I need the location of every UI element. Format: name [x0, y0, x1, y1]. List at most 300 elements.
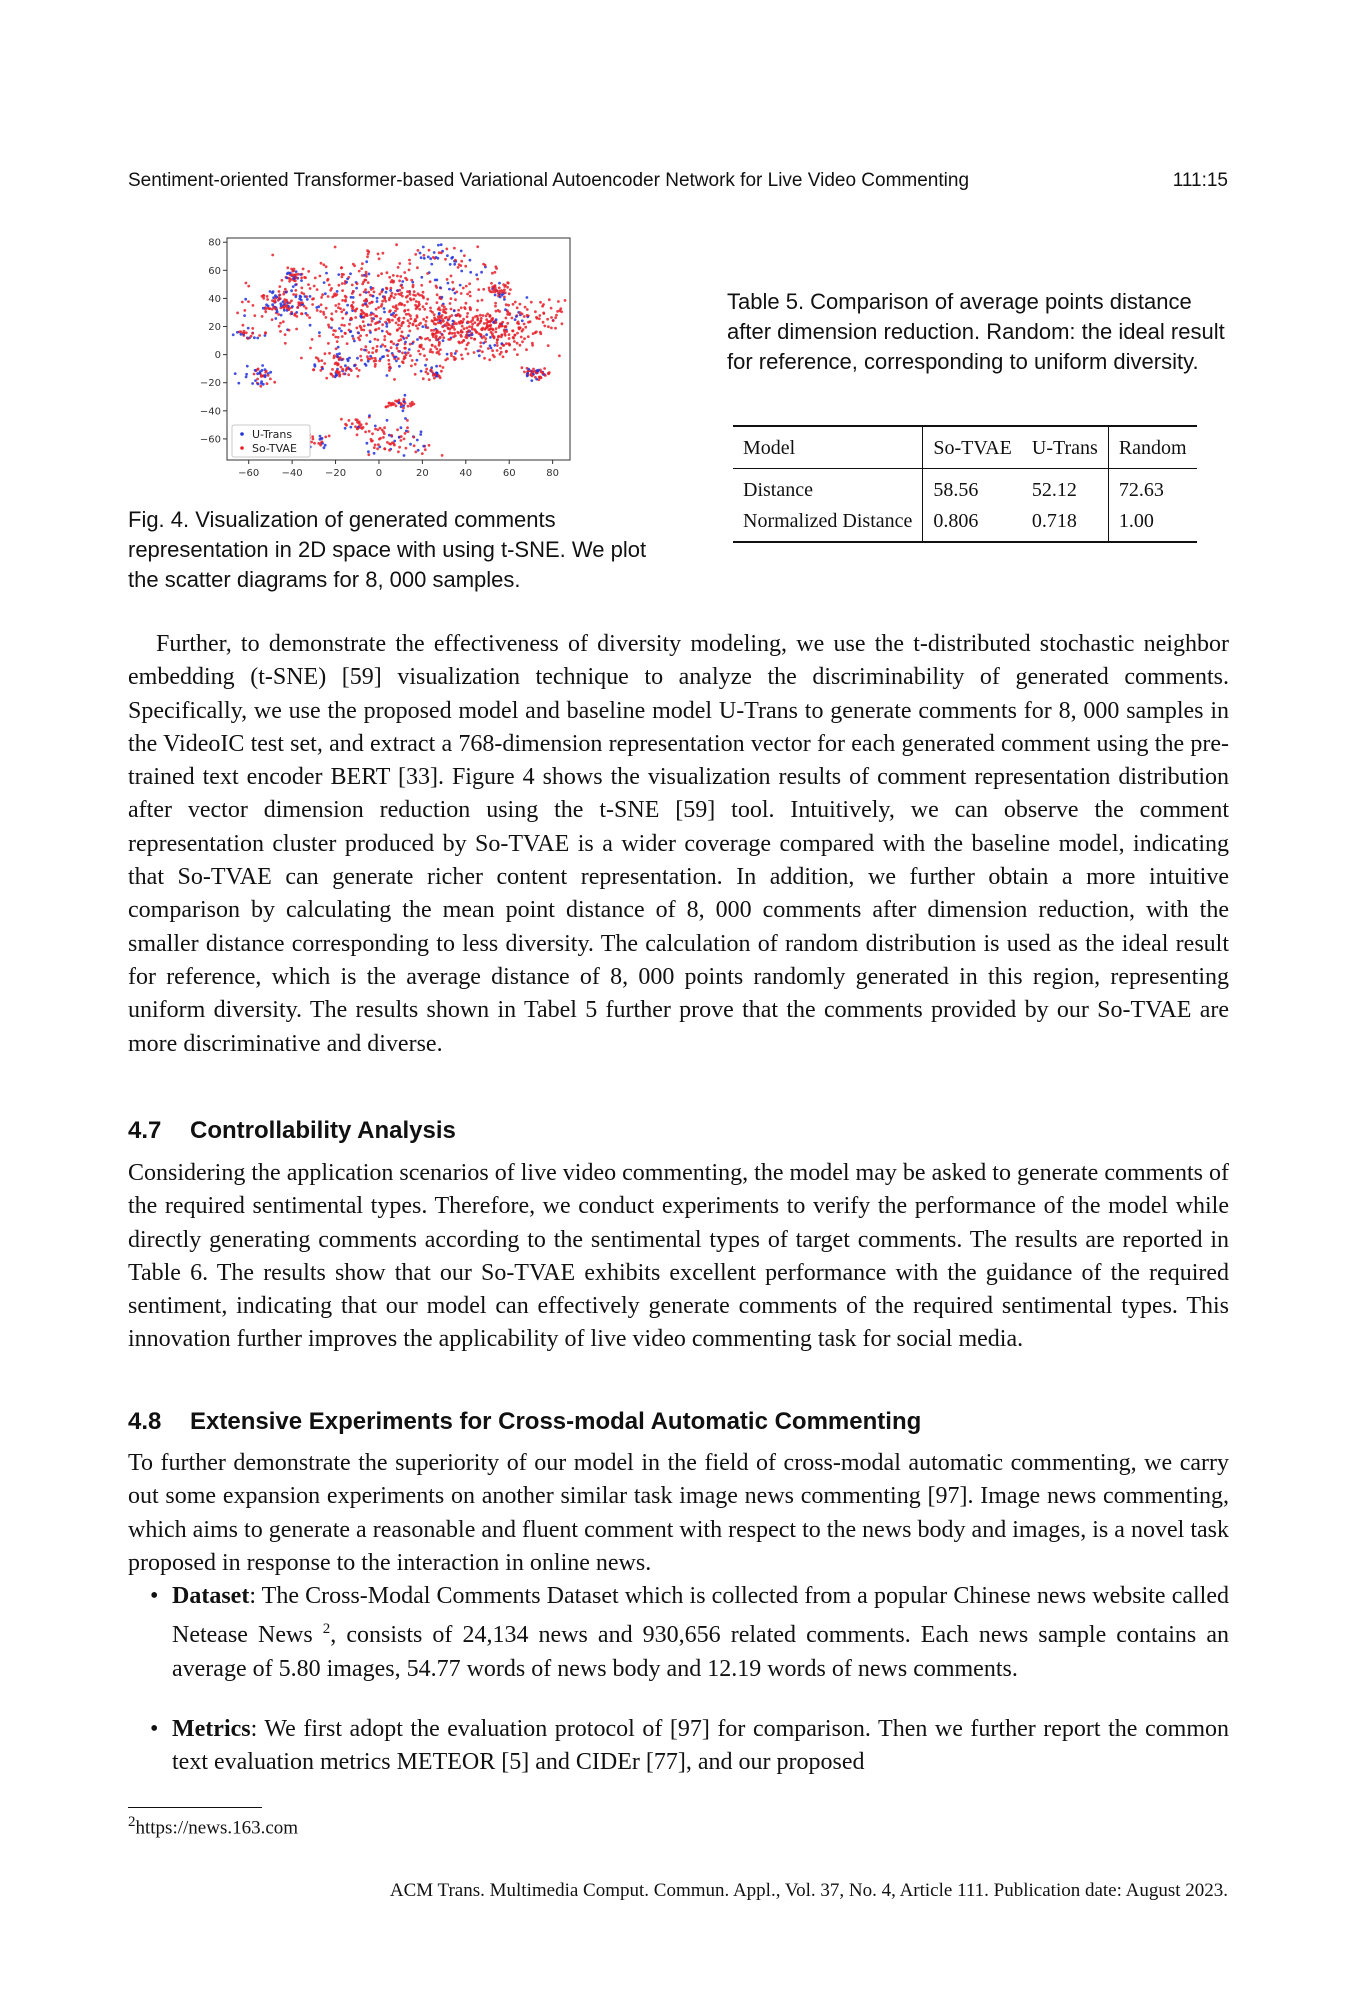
point-so-tvae — [273, 381, 276, 384]
point-so-tvae — [321, 293, 324, 296]
point-so-tvae — [450, 314, 453, 317]
point-so-tvae — [371, 320, 374, 323]
point-u-trans — [459, 284, 462, 287]
point-u-trans — [300, 279, 303, 282]
point-so-tvae — [334, 336, 337, 339]
point-so-tvae — [308, 316, 311, 319]
point-so-tvae — [356, 375, 359, 378]
point-so-tvae — [379, 317, 382, 320]
point-u-trans — [262, 307, 265, 310]
point-so-tvae — [397, 450, 400, 453]
point-so-tvae — [380, 272, 383, 275]
point-so-tvae — [418, 308, 421, 311]
point-so-tvae — [386, 287, 389, 290]
point-so-tvae — [383, 338, 386, 341]
point-so-tvae — [494, 331, 497, 334]
point-u-trans — [383, 307, 386, 310]
point-so-tvae — [382, 430, 385, 433]
x-tick-label: −40 — [281, 468, 303, 479]
point-so-tvae — [354, 310, 357, 313]
point-u-trans — [420, 256, 423, 259]
point-so-tvae — [395, 322, 398, 325]
point-so-tvae — [432, 256, 435, 259]
point-so-tvae — [361, 304, 364, 307]
point-so-tvae — [344, 332, 347, 335]
point-so-tvae — [410, 317, 413, 320]
point-so-tvae — [441, 325, 444, 328]
point-u-trans — [433, 251, 436, 254]
point-so-tvae — [312, 368, 315, 371]
point-so-tvae — [269, 307, 272, 310]
point-u-trans — [385, 325, 388, 328]
point-u-trans — [245, 373, 248, 376]
point-so-tvae — [377, 443, 380, 446]
point-so-tvae — [288, 277, 291, 280]
point-so-tvae — [512, 330, 515, 333]
tsne-scatter-plot — [190, 228, 610, 498]
point-so-tvae — [328, 326, 331, 329]
point-so-tvae — [369, 358, 372, 361]
point-so-tvae — [356, 433, 359, 436]
point-so-tvae — [498, 310, 501, 313]
bullet-text: : We first adopt the evaluation protocol of [97] for comparison. Then we further report the common text evaluation metrics METEOR [5] and CIDEr [77], and our proposed — [172, 1716, 1229, 1776]
point-so-tvae — [387, 332, 390, 335]
point-so-tvae — [535, 330, 538, 333]
point-u-trans — [490, 347, 493, 350]
point-so-tvae — [278, 325, 281, 328]
point-so-tvae — [328, 435, 331, 438]
cell-value: 52.12 — [1031, 479, 1077, 501]
point-so-tvae — [279, 294, 282, 297]
point-so-tvae — [500, 325, 503, 328]
point-u-trans — [420, 370, 423, 373]
point-so-tvae — [457, 266, 460, 269]
point-u-trans — [401, 280, 404, 283]
point-so-tvae — [404, 309, 407, 312]
point-so-tvae — [415, 300, 418, 303]
point-so-tvae — [462, 339, 465, 342]
point-so-tvae — [360, 328, 363, 331]
point-so-tvae — [391, 279, 394, 282]
point-so-tvae — [359, 294, 362, 297]
point-so-tvae — [460, 292, 463, 295]
point-so-tvae — [338, 303, 341, 306]
point-so-tvae — [313, 285, 316, 288]
legend-label-u-trans: U-Trans — [252, 428, 293, 441]
point-u-trans — [480, 271, 483, 274]
point-u-trans — [346, 278, 349, 281]
point-u-trans — [440, 243, 443, 246]
point-u-trans — [348, 367, 351, 370]
point-so-tvae — [389, 309, 392, 312]
point-so-tvae — [520, 336, 523, 339]
point-so-tvae — [507, 304, 510, 307]
section-heading-4-7 — [128, 1117, 1228, 1145]
point-so-tvae — [383, 426, 386, 429]
legend — [232, 425, 310, 457]
point-so-tvae — [332, 333, 335, 336]
point-u-trans — [304, 295, 307, 298]
point-so-tvae — [535, 316, 538, 319]
point-so-tvae — [279, 330, 282, 333]
point-so-tvae — [413, 403, 416, 406]
point-so-tvae — [266, 295, 269, 298]
point-so-tvae — [541, 305, 544, 308]
x-tick-label: 80 — [546, 468, 560, 479]
point-so-tvae — [406, 278, 409, 281]
point-so-tvae — [277, 313, 280, 316]
point-so-tvae — [320, 303, 323, 306]
point-so-tvae — [452, 287, 455, 290]
x-tick-label: −20 — [324, 468, 347, 479]
point-so-tvae — [392, 342, 395, 345]
point-so-tvae — [342, 273, 345, 276]
point-u-trans — [438, 312, 441, 315]
point-so-tvae — [307, 270, 310, 273]
point-so-tvae — [396, 347, 399, 350]
point-so-tvae — [396, 428, 399, 431]
point-so-tvae — [394, 306, 397, 309]
point-so-tvae — [311, 303, 314, 306]
row-label: Normalized Distance — [733, 506, 923, 542]
point-so-tvae — [506, 322, 509, 325]
point-u-trans — [446, 254, 449, 257]
point-so-tvae — [494, 305, 497, 308]
header-model: Model — [733, 426, 923, 469]
point-so-tvae — [503, 285, 506, 288]
point-so-tvae — [471, 328, 474, 331]
point-so-tvae — [317, 442, 320, 445]
point-so-tvae — [428, 249, 431, 252]
point-so-tvae — [543, 325, 546, 328]
point-so-tvae — [371, 351, 374, 354]
point-u-trans — [294, 283, 297, 286]
point-so-tvae — [253, 373, 256, 376]
point-so-tvae — [491, 317, 494, 320]
point-so-tvae — [359, 334, 362, 337]
point-so-tvae — [271, 299, 274, 302]
point-so-tvae — [548, 371, 551, 374]
point-so-tvae — [482, 263, 485, 266]
point-u-trans — [515, 315, 518, 318]
point-so-tvae — [526, 314, 529, 317]
point-so-tvae — [266, 382, 269, 385]
point-u-trans — [338, 327, 341, 330]
point-so-tvae — [262, 294, 265, 297]
point-u-trans — [245, 376, 248, 379]
point-so-tvae — [303, 276, 306, 279]
section-title: Controllability Analysis — [190, 1117, 456, 1144]
point-so-tvae — [392, 442, 395, 445]
point-so-tvae — [284, 333, 287, 336]
point-so-tvae — [468, 325, 471, 328]
point-so-tvae — [408, 269, 411, 272]
point-u-trans — [353, 340, 356, 343]
point-so-tvae — [476, 245, 479, 248]
point-so-tvae — [247, 300, 250, 303]
point-so-tvae — [521, 340, 524, 343]
point-u-trans — [349, 426, 352, 429]
point-so-tvae — [512, 303, 515, 306]
point-so-tvae — [328, 352, 331, 355]
point-so-tvae — [511, 317, 514, 320]
point-so-tvae — [293, 274, 296, 277]
point-so-tvae — [301, 312, 304, 315]
point-so-tvae — [548, 298, 551, 301]
point-so-tvae — [300, 276, 303, 279]
point-u-trans — [244, 298, 247, 301]
point-so-tvae — [407, 405, 410, 408]
point-so-tvae — [290, 299, 293, 302]
point-so-tvae — [294, 279, 297, 282]
point-so-tvae — [302, 268, 305, 271]
point-so-tvae — [284, 342, 287, 345]
point-so-tvae — [540, 370, 543, 373]
point-so-tvae — [407, 309, 410, 312]
point-so-tvae — [388, 366, 391, 369]
point-u-trans — [325, 272, 328, 275]
point-so-tvae — [483, 322, 486, 325]
point-so-tvae — [361, 262, 364, 265]
point-so-tvae — [495, 289, 498, 292]
point-so-tvae — [439, 336, 442, 339]
point-so-tvae — [406, 295, 409, 298]
point-u-trans — [452, 320, 455, 323]
point-so-tvae — [517, 321, 520, 324]
point-u-trans — [352, 296, 355, 299]
point-so-tvae — [437, 350, 440, 353]
point-u-trans — [494, 294, 497, 297]
point-u-trans — [237, 382, 240, 385]
point-so-tvae — [423, 254, 426, 257]
point-u-trans — [385, 291, 388, 294]
point-so-tvae — [367, 253, 370, 256]
point-u-trans — [336, 353, 339, 356]
section-number: 4.8 — [128, 1408, 162, 1435]
point-so-tvae — [337, 336, 340, 339]
point-u-trans — [345, 281, 348, 284]
point-so-tvae — [465, 285, 468, 288]
point-so-tvae — [403, 398, 406, 401]
point-so-tvae — [390, 340, 393, 343]
point-so-tvae — [444, 359, 447, 362]
point-so-tvae — [278, 285, 281, 288]
point-so-tvae — [509, 288, 512, 291]
point-u-trans — [283, 309, 286, 312]
point-so-tvae — [466, 315, 469, 318]
point-u-trans — [295, 270, 298, 273]
point-u-trans — [369, 331, 372, 334]
point-so-tvae — [355, 327, 358, 330]
point-so-tvae — [503, 289, 506, 292]
point-so-tvae — [404, 432, 407, 435]
point-so-tvae — [327, 342, 330, 345]
point-u-trans — [363, 274, 366, 277]
point-so-tvae — [423, 354, 426, 357]
point-so-tvae — [379, 427, 382, 430]
point-so-tvae — [335, 293, 338, 296]
point-so-tvae — [516, 306, 519, 309]
point-so-tvae — [361, 283, 364, 286]
point-u-trans — [264, 374, 267, 377]
point-u-trans — [367, 360, 370, 363]
cell-value: 0.806 — [923, 506, 1022, 542]
point-u-trans — [404, 394, 407, 397]
point-u-trans — [369, 355, 372, 358]
point-so-tvae — [382, 252, 385, 255]
footnote-rule — [128, 1807, 262, 1808]
point-so-tvae — [417, 304, 420, 307]
point-so-tvae — [429, 350, 432, 353]
point-u-trans — [251, 382, 254, 385]
point-so-tvae — [397, 350, 400, 353]
point-so-tvae — [422, 295, 425, 298]
point-u-trans — [435, 256, 438, 259]
point-u-trans — [240, 333, 243, 336]
point-so-tvae — [365, 271, 368, 274]
point-so-tvae — [416, 316, 419, 319]
point-so-tvae — [331, 368, 334, 371]
point-so-tvae — [369, 294, 372, 297]
point-so-tvae — [399, 338, 402, 341]
point-u-trans — [489, 336, 492, 339]
point-so-tvae — [506, 286, 509, 289]
point-so-tvae — [546, 318, 549, 321]
point-so-tvae — [406, 426, 409, 429]
point-so-tvae — [496, 341, 499, 344]
point-u-trans — [422, 246, 425, 249]
point-u-trans — [246, 365, 249, 368]
point-so-tvae — [476, 309, 479, 312]
point-u-trans — [386, 419, 389, 422]
point-u-trans — [253, 336, 256, 339]
point-so-tvae — [406, 300, 409, 303]
point-so-tvae — [406, 290, 409, 293]
point-so-tvae — [407, 325, 410, 328]
point-so-tvae — [264, 331, 267, 334]
point-so-tvae — [493, 285, 496, 288]
point-u-trans — [521, 319, 524, 322]
point-so-tvae — [492, 354, 495, 357]
point-u-trans — [364, 302, 367, 305]
point-so-tvae — [488, 315, 491, 318]
point-so-tvae — [320, 359, 323, 362]
point-so-tvae — [267, 374, 270, 377]
point-so-tvae — [342, 308, 345, 311]
point-u-trans — [514, 318, 517, 321]
point-u-trans — [402, 409, 405, 412]
point-so-tvae — [430, 329, 433, 332]
point-so-tvae — [431, 351, 434, 354]
point-so-tvae — [344, 300, 347, 303]
point-so-tvae — [245, 282, 248, 285]
point-so-tvae — [485, 322, 488, 325]
point-so-tvae — [429, 310, 432, 313]
running-header — [128, 170, 1228, 192]
point-so-tvae — [449, 331, 452, 334]
point-so-tvae — [454, 357, 457, 360]
point-so-tvae — [397, 357, 400, 360]
point-so-tvae — [401, 286, 404, 289]
point-so-tvae — [461, 322, 464, 325]
point-u-trans — [363, 349, 366, 352]
point-so-tvae — [470, 337, 473, 340]
point-so-tvae — [320, 262, 323, 265]
point-so-tvae — [461, 325, 464, 328]
point-so-tvae — [259, 385, 262, 388]
point-so-tvae — [436, 293, 439, 296]
point-so-tvae — [369, 323, 372, 326]
point-so-tvae — [498, 287, 501, 290]
point-u-trans — [537, 369, 540, 372]
point-u-trans — [407, 334, 410, 337]
point-so-tvae — [359, 325, 362, 328]
point-so-tvae — [505, 350, 508, 353]
point-so-tvae — [341, 299, 344, 302]
point-so-tvae — [531, 342, 534, 345]
point-so-tvae — [364, 345, 367, 348]
point-so-tvae — [441, 454, 444, 457]
bullet-metrics — [150, 1713, 1229, 1780]
point-u-trans — [260, 380, 263, 383]
point-so-tvae — [333, 356, 336, 359]
point-u-trans — [380, 345, 383, 348]
point-so-tvae — [477, 288, 480, 291]
point-so-tvae — [496, 344, 499, 347]
point-so-tvae — [356, 428, 359, 431]
point-so-tvae — [341, 317, 344, 320]
point-so-tvae — [385, 406, 388, 409]
point-so-tvae — [264, 310, 267, 313]
y-tick-label: −20 — [199, 378, 221, 390]
point-u-trans — [319, 435, 322, 438]
point-so-tvae — [411, 359, 414, 362]
point-so-tvae — [490, 327, 493, 330]
point-so-tvae — [365, 334, 368, 337]
point-so-tvae — [554, 316, 557, 319]
point-so-tvae — [400, 403, 403, 406]
point-so-tvae — [532, 368, 535, 371]
point-so-tvae — [539, 301, 542, 304]
point-u-trans — [280, 314, 283, 317]
point-so-tvae — [503, 296, 506, 299]
point-u-trans — [419, 252, 422, 255]
point-u-trans — [416, 359, 419, 362]
point-u-trans — [280, 305, 283, 308]
point-u-trans — [254, 379, 257, 382]
footnote-link[interactable]: https://news.163.com — [135, 1817, 299, 1839]
point-so-tvae — [324, 352, 327, 355]
point-so-tvae — [360, 359, 363, 362]
point-so-tvae — [463, 327, 466, 330]
point-so-tvae — [409, 293, 412, 296]
point-so-tvae — [331, 318, 334, 321]
point-so-tvae — [435, 348, 438, 351]
point-so-tvae — [494, 302, 497, 305]
point-so-tvae — [539, 332, 542, 335]
table-caption: Table 5. Comparison of average points distance after dimension reduction. Random: the ideal result for reference, corresponding to uniform diversity. — [727, 289, 1225, 374]
point-so-tvae — [383, 335, 386, 338]
point-so-tvae — [390, 346, 393, 349]
point-u-trans — [398, 365, 401, 368]
point-so-tvae — [382, 436, 385, 439]
point-so-tvae — [321, 440, 324, 443]
point-so-tvae — [408, 322, 411, 325]
point-so-tvae — [314, 277, 317, 280]
point-u-trans — [411, 281, 414, 284]
point-so-tvae — [539, 377, 542, 380]
point-u-trans — [386, 374, 389, 377]
